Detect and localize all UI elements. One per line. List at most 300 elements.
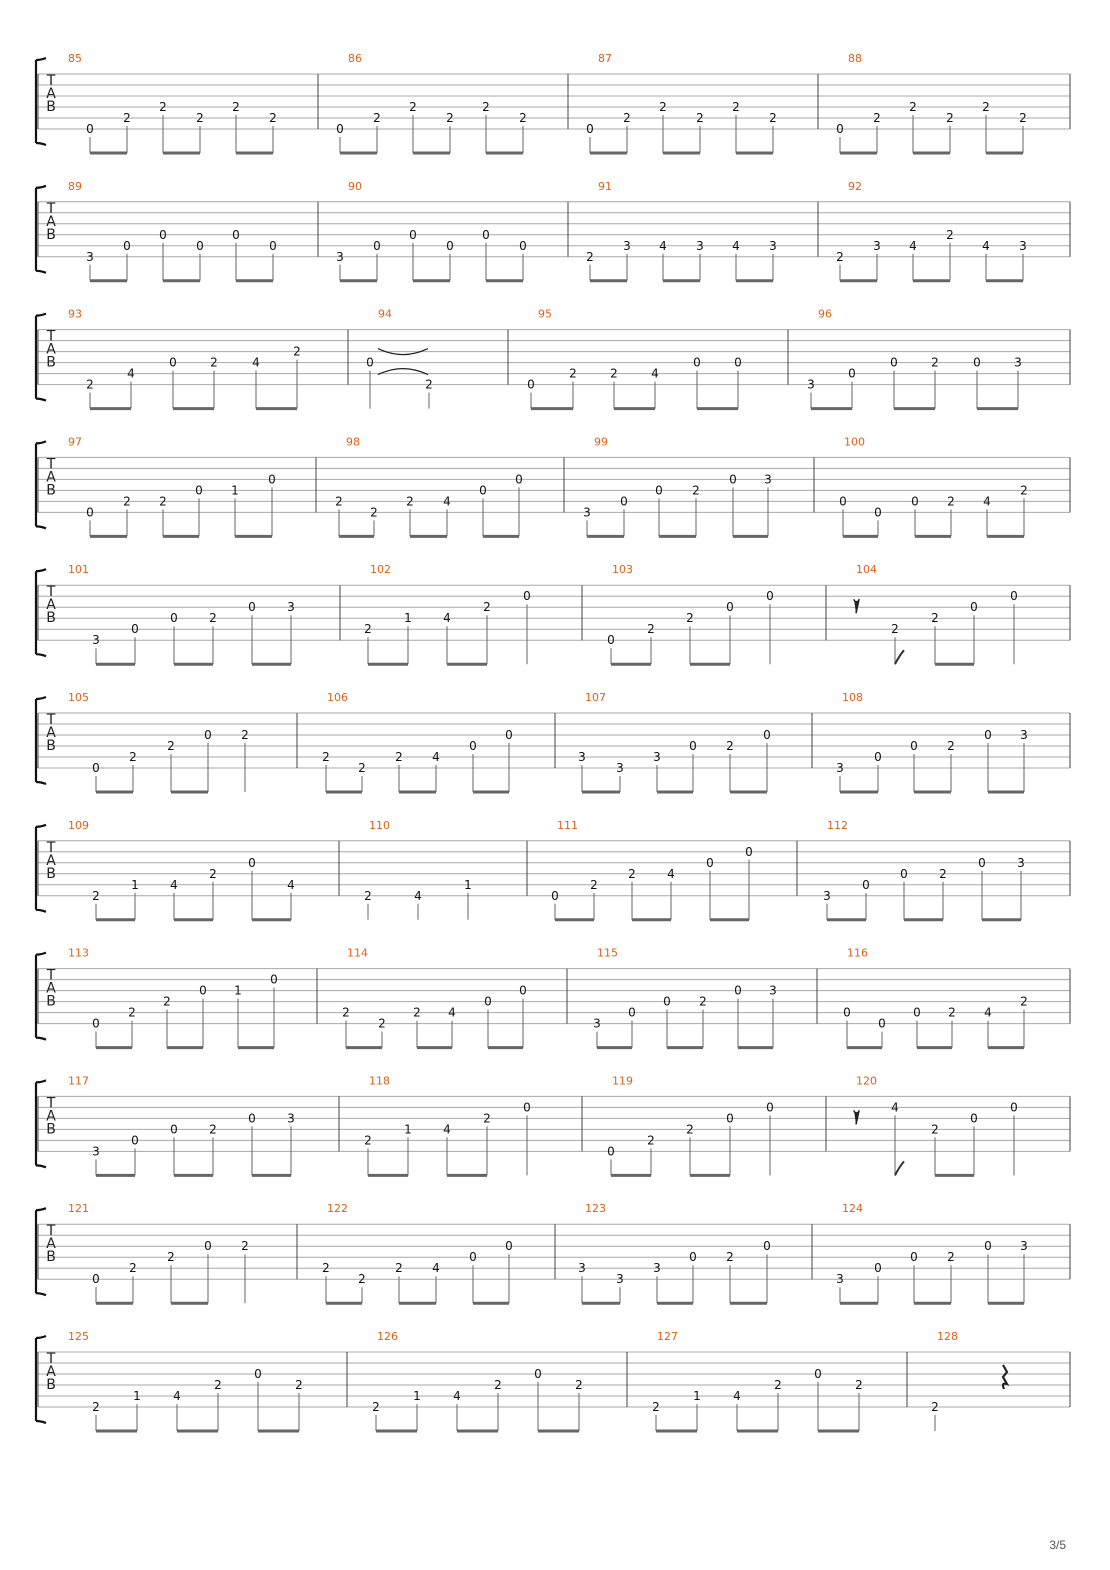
measure-number: 99 [594, 435, 608, 449]
fret-number: 0 [663, 994, 671, 1009]
fret-number: 1 [234, 983, 242, 998]
measure-99 [583, 435, 772, 536]
fret-number: 0 [874, 1261, 882, 1276]
fret-number: 0 [551, 888, 559, 903]
measure-88 [836, 52, 1027, 153]
fret-number: 4 [982, 238, 990, 253]
fret-number: 2 [123, 111, 131, 125]
fret-number: 0 [336, 122, 344, 136]
tab-clef-letter: T [46, 584, 56, 601]
tab-clef-letter: B [46, 738, 56, 754]
measure-98 [335, 435, 523, 536]
fret-number: 0 [607, 1144, 615, 1159]
fret-number: 0 [655, 483, 663, 498]
measure-number: 100 [844, 435, 865, 449]
measure-number: 101 [68, 563, 89, 577]
tab-clef-letter: T [46, 1351, 56, 1367]
fret-number: 0 [734, 983, 742, 998]
measure-85 [68, 52, 277, 153]
fret-number: 2 [378, 1016, 386, 1031]
fret-number: 0 [984, 728, 992, 742]
measure-number: 122 [327, 1202, 348, 1216]
fret-number: 0 [254, 1367, 262, 1381]
fret-number: 0 [900, 866, 908, 881]
measure-number: 87 [598, 52, 612, 65]
fret-number: 0 [131, 1133, 139, 1148]
measure-number: 98 [346, 435, 360, 449]
fret-number: 2 [947, 1250, 955, 1265]
fret-number: 0 [913, 1005, 921, 1020]
fret-number: 0 [973, 355, 981, 370]
fret-number: 0 [620, 494, 628, 509]
fret-number: 0 [726, 600, 734, 615]
fret-number: 2 [159, 100, 167, 114]
tab-clef-letter: B [46, 482, 56, 499]
fret-number: 0 [409, 227, 417, 242]
fret-number: 2 [322, 1261, 330, 1276]
tab-system [36, 1330, 1070, 1431]
fret-number: 3 [287, 1111, 295, 1126]
fret-number: 2 [413, 1005, 421, 1020]
fret-number: 3 [92, 1144, 100, 1159]
fret-number: 2 [128, 1005, 136, 1020]
tab-system [36, 819, 1070, 920]
measure-number: 93 [68, 307, 82, 321]
fret-number: 2 [623, 111, 631, 125]
fret-number: 2 [129, 750, 137, 764]
measure-118 [364, 1074, 531, 1175]
fret-number: 2 [209, 866, 217, 881]
fret-number: 4 [443, 611, 451, 626]
fret-number: 3 [616, 1272, 624, 1287]
fret-number: 0 [978, 855, 986, 870]
fret-number: 2 [1019, 111, 1027, 125]
fret-number: 0 [874, 750, 882, 764]
fret-number: 0 [204, 1239, 212, 1254]
fret-number: 3 [1020, 728, 1028, 742]
fret-number: 2 [610, 366, 618, 381]
fret-number: 2 [483, 600, 491, 615]
fret-number: 2 [652, 1400, 660, 1414]
fret-number: 0 [607, 633, 615, 648]
fret-number: 4 [173, 1389, 181, 1403]
fret-number: 0 [586, 122, 594, 136]
measure-number: 89 [68, 179, 82, 193]
fret-number: 0 [268, 472, 276, 487]
measure-116 [843, 947, 1028, 1048]
measure-120 [854, 1074, 1018, 1175]
eighth-rest [854, 599, 859, 613]
fret-number: 2 [946, 111, 954, 125]
fret-number: 0 [196, 238, 204, 253]
tab-clef-letter: B [46, 993, 56, 1010]
fret-number: 3 [583, 505, 591, 520]
fret-number: 0 [689, 739, 697, 753]
fret-number: 4 [170, 877, 178, 892]
fret-number: 0 [484, 994, 492, 1009]
measure-number: 119 [612, 1074, 633, 1088]
tab-clef-letter: A [46, 597, 56, 614]
measure-103 [607, 563, 774, 664]
fret-number: 2 [947, 739, 955, 753]
fret-number: 0 [469, 739, 477, 753]
measure-number: 90 [348, 179, 362, 193]
fret-number: 1 [131, 877, 139, 892]
measure-number: 109 [68, 818, 89, 832]
measure-number: 116 [847, 946, 868, 960]
fret-number: 2 [86, 377, 94, 392]
fret-number: 2 [123, 494, 131, 509]
eighth-rest [854, 1110, 859, 1124]
fret-number: 0 [131, 622, 139, 637]
fret-number: 0 [123, 238, 131, 253]
fret-number: 0 [693, 355, 701, 370]
fret-number: 4 [659, 238, 667, 253]
fret-number: 0 [745, 844, 753, 859]
fret-number: 2 [295, 1378, 303, 1392]
measure-125 [68, 1330, 303, 1431]
fret-number: 4 [432, 750, 440, 764]
fret-number: 2 [769, 111, 777, 125]
measure-number: 88 [848, 52, 862, 65]
fret-number: 2 [909, 100, 917, 114]
measure-104 [854, 563, 1018, 664]
fret-number: 0 [469, 1250, 477, 1265]
fret-number: 2 [855, 1378, 863, 1392]
measure-number: 123 [585, 1202, 606, 1216]
measure-number: 107 [585, 691, 606, 704]
measure-number: 108 [842, 691, 863, 704]
fret-number: 4 [983, 494, 991, 509]
fret-number: 3 [92, 633, 100, 648]
measure-93 [68, 308, 301, 409]
tab-clef-letter: T [46, 1223, 56, 1240]
fret-number: 2 [214, 1378, 222, 1392]
fret-number: 4 [651, 366, 659, 381]
fret-number: 2 [241, 728, 249, 742]
fret-number: 4 [127, 366, 135, 381]
measure-89 [68, 180, 277, 281]
fret-number: 0 [726, 1111, 734, 1126]
fret-number: 0 [911, 494, 919, 509]
measure-117 [68, 1074, 295, 1175]
fret-number: 0 [232, 227, 240, 242]
fret-number: 0 [836, 122, 844, 136]
fret-number: 2 [659, 100, 667, 114]
measure-number: 120 [856, 1074, 877, 1088]
fret-number: 3 [1019, 238, 1027, 253]
measure-number: 85 [68, 52, 82, 65]
fret-number: 3 [823, 888, 831, 903]
tab-system [36, 947, 1070, 1048]
fret-number: 2 [696, 111, 704, 125]
fret-number: 4 [667, 866, 675, 881]
measure-number: 110 [369, 818, 390, 832]
fret-number: 0 [766, 1100, 774, 1115]
fret-number: 2 [159, 494, 167, 509]
fret-number: 1 [464, 877, 472, 892]
fret-number: 0 [270, 972, 278, 987]
measure-number: 115 [597, 946, 618, 960]
measure-108 [836, 691, 1028, 792]
fret-number: 0 [366, 355, 374, 370]
fret-number: 0 [523, 1100, 531, 1115]
fret-number: 2 [931, 611, 939, 626]
fret-number: 2 [167, 1250, 175, 1265]
tab-system [36, 1202, 1070, 1303]
fret-number: 2 [948, 1005, 956, 1020]
fret-number: 2 [293, 344, 301, 359]
fret-number: 2 [92, 1400, 100, 1414]
fret-number: 1 [133, 1389, 141, 1403]
fret-number: 2 [931, 1400, 939, 1414]
measure-number: 126 [377, 1330, 398, 1343]
fret-number: 2 [163, 994, 171, 1009]
fret-number: 2 [931, 1122, 939, 1137]
fret-number: 0 [839, 494, 847, 509]
tab-clef-letter: B [46, 865, 56, 882]
fret-number: 0 [729, 472, 737, 487]
fret-number: 0 [505, 728, 513, 742]
fret-number: 3 [696, 238, 704, 253]
fret-number: 0 [519, 983, 527, 998]
fret-number: 4 [909, 238, 917, 253]
tab-clef-letter: B [46, 226, 56, 243]
measure-115 [593, 947, 777, 1048]
tab-clef-letter: T [46, 200, 56, 217]
fret-number: 2 [364, 1133, 372, 1148]
fret-number: 2 [891, 622, 899, 637]
tab-clef-letter: A [46, 1364, 56, 1380]
fret-number: 0 [86, 122, 94, 136]
fret-number: 2 [982, 100, 990, 114]
fret-number: 3 [836, 1272, 844, 1287]
fret-number: 3 [1014, 355, 1022, 370]
fret-number: 0 [92, 1016, 100, 1031]
fret-number: 3 [623, 238, 631, 253]
fret-number: 2 [575, 1378, 583, 1392]
fret-number: 2 [425, 377, 433, 392]
measure-105 [68, 691, 249, 792]
measure-number: 94 [378, 307, 392, 321]
fret-number: 0 [204, 728, 212, 742]
fret-number: 0 [527, 377, 535, 392]
fret-number: 3 [616, 761, 624, 775]
fret-number: 0 [195, 483, 203, 498]
fret-number: 2 [196, 111, 204, 125]
measure-number: 118 [369, 1074, 390, 1088]
measure-96 [807, 308, 1022, 409]
fret-number: 4 [432, 1261, 440, 1276]
tab-clef-letter: T [46, 839, 56, 856]
fret-number: 3 [653, 1261, 661, 1276]
fret-number: 0 [1010, 1100, 1018, 1115]
tab-system [36, 1074, 1070, 1175]
fret-number: 2 [129, 1261, 137, 1276]
fret-number: 2 [873, 111, 881, 125]
tab-clef-letter: A [46, 213, 56, 230]
fret-number: 2 [774, 1378, 782, 1392]
tab-system [36, 308, 1070, 409]
fret-number: 3 [578, 1261, 586, 1276]
fret-number: 2 [699, 994, 707, 1009]
fret-number: 0 [814, 1367, 822, 1381]
fret-number: 2 [395, 750, 403, 764]
fret-number: 2 [494, 1378, 502, 1392]
fret-number: 3 [578, 750, 586, 764]
fret-number: 0 [970, 1111, 978, 1126]
tab-clef-letter: B [46, 610, 56, 627]
tab-system [36, 563, 1070, 664]
measure-number: 128 [937, 1330, 958, 1343]
measure-92 [836, 180, 1027, 281]
fret-number: 4 [453, 1389, 461, 1403]
measure-101 [68, 563, 295, 664]
measure-number: 111 [557, 818, 578, 832]
measure-114 [342, 947, 527, 1048]
fret-number: 0 [248, 1111, 256, 1126]
fret-number: 2 [364, 888, 372, 903]
fret-number: 0 [878, 1016, 886, 1031]
measure-124 [836, 1202, 1028, 1303]
fret-number: 0 [734, 355, 742, 370]
fret-number: 1 [404, 611, 412, 626]
fret-number: 0 [159, 227, 167, 242]
fret-number: 0 [910, 1250, 918, 1265]
measure-126 [372, 1330, 583, 1431]
fret-number: 0 [910, 739, 918, 753]
fret-number: 3 [653, 750, 661, 764]
fret-number: 2 [931, 355, 939, 370]
measure-number: 117 [68, 1074, 89, 1088]
tab-clef-letter: T [46, 712, 56, 728]
fret-number: 3 [593, 1016, 601, 1031]
measure-112 [823, 819, 1025, 920]
measure-95 [527, 308, 742, 409]
fret-number: 3 [764, 472, 772, 487]
fret-number: 2 [342, 1005, 350, 1020]
fret-number: 0 [248, 855, 256, 870]
tab-system [36, 52, 1070, 153]
fret-number: 2 [1020, 994, 1028, 1009]
measure-121 [68, 1202, 249, 1303]
fret-number: 2 [726, 1250, 734, 1265]
measure-number: 91 [598, 179, 612, 193]
measure-number: 105 [68, 691, 89, 704]
fret-number: 4 [443, 494, 451, 509]
tab-system [36, 435, 1070, 536]
measure-87 [586, 52, 777, 153]
fret-number: 0 [890, 355, 898, 370]
fret-number: 2 [939, 866, 947, 881]
tab-clef-letter: A [46, 852, 56, 869]
tab-system [36, 180, 1070, 281]
fret-number: 2 [519, 111, 527, 125]
fret-number: 2 [409, 100, 417, 114]
fret-number: 0 [689, 1250, 697, 1265]
measure-number: 103 [612, 563, 633, 577]
measure-number: 86 [348, 52, 362, 65]
fret-number: 0 [763, 728, 771, 742]
fret-number: 0 [170, 611, 178, 626]
fret-number: 0 [534, 1367, 542, 1381]
fret-number: 4 [984, 1005, 992, 1020]
tab-clef-letter: A [46, 341, 56, 358]
fret-number: 0 [874, 505, 882, 520]
fret-number: 2 [836, 249, 844, 264]
measure-127 [652, 1330, 863, 1431]
measure-number: 127 [657, 1330, 678, 1343]
fret-number: 0 [169, 355, 177, 370]
fret-number: 2 [232, 100, 240, 114]
fret-number: 4 [252, 355, 260, 370]
fret-number: 0 [479, 483, 487, 498]
measure-number: 124 [842, 1202, 863, 1216]
fret-number: 2 [686, 611, 694, 626]
fret-number: 4 [287, 877, 295, 892]
measure-94 [366, 308, 433, 409]
fret-number: 0 [86, 505, 94, 520]
fret-number: 2 [167, 739, 175, 753]
fret-number: 0 [763, 1239, 771, 1254]
fret-number: 2 [692, 483, 700, 498]
page-number: 3/5 [1049, 1538, 1066, 1552]
tab-clef-letter: B [46, 354, 56, 371]
fret-number: 0 [269, 238, 277, 253]
measure-number: 92 [848, 179, 862, 193]
fret-number: 1 [413, 1389, 421, 1403]
measure-number: 97 [68, 435, 82, 449]
fret-number: 2 [482, 100, 490, 114]
measure-122 [322, 1202, 513, 1303]
measure-107 [578, 691, 771, 792]
fret-number: 2 [647, 622, 655, 637]
fret-number: 2 [406, 494, 414, 509]
fret-number: 3 [86, 249, 94, 264]
fret-number: 0 [523, 589, 531, 604]
fret-number: 3 [1020, 1239, 1028, 1254]
measure-86 [336, 52, 527, 153]
tab-clef-letter: T [46, 456, 56, 473]
fret-number: 3 [807, 377, 815, 392]
fret-number: 2 [269, 111, 277, 125]
tab-clef-letter: A [46, 86, 56, 102]
fret-number: 2 [358, 761, 366, 775]
fret-number: 0 [1010, 589, 1018, 604]
fret-number: 4 [443, 1122, 451, 1137]
fret-number: 2 [209, 611, 217, 626]
fret-number: 0 [984, 1239, 992, 1254]
fret-number: 0 [92, 761, 100, 775]
fret-number: 3 [769, 238, 777, 253]
fret-number: 0 [848, 366, 856, 381]
fret-number: 2 [726, 739, 734, 753]
note-flag [895, 1161, 904, 1175]
fret-number: 2 [446, 111, 454, 125]
fret-number: 2 [395, 1261, 403, 1276]
measure-128 [931, 1330, 1007, 1431]
measure-110 [364, 819, 472, 920]
measure-100 [839, 435, 1028, 536]
measure-number: 95 [538, 307, 552, 321]
tab-clef-letter: T [46, 328, 56, 345]
measure-106 [322, 691, 513, 792]
fret-number: 0 [248, 600, 256, 615]
fret-number: 4 [732, 238, 740, 253]
measure-number: 114 [347, 946, 368, 960]
fret-number: 4 [891, 1100, 899, 1115]
fret-number: 0 [199, 983, 207, 998]
